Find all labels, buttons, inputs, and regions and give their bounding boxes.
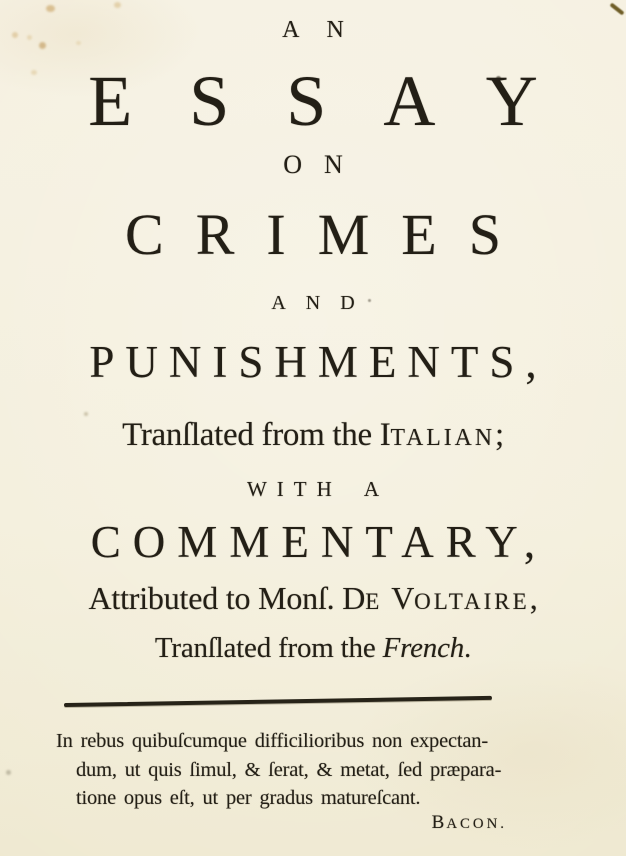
epigraph-line-3: tione opus eſt, ut per gradus matureſcant. bbox=[76, 787, 421, 809]
corner-pen-mark bbox=[609, 2, 624, 15]
subtitle-attributed bbox=[0, 582, 626, 614]
voltaire-initial: V bbox=[391, 580, 415, 616]
epigraph-line-1: In rebus quibuſcumque difficilioribus non expectan- bbox=[56, 730, 488, 752]
french-prefix: Tranſlated from the bbox=[154, 632, 383, 664]
attribution-initial: B bbox=[431, 812, 447, 833]
ink-speck bbox=[6, 770, 11, 775]
horizontal-rule bbox=[64, 696, 492, 707]
subtitle-translated-italian bbox=[0, 419, 626, 452]
italian-smallcaps: TALIAN bbox=[390, 425, 495, 451]
subtitle-with-a: WITH A bbox=[246, 477, 390, 501]
title-line-crimes: CRIMES bbox=[125, 202, 533, 267]
title-line-and: AND bbox=[271, 292, 375, 314]
de-smallcaps: E bbox=[365, 588, 383, 614]
de-initial: D bbox=[342, 580, 366, 616]
voltaire-smallcaps: OLTAIRE bbox=[414, 588, 530, 614]
title-line-essay: ESSAY bbox=[88, 61, 595, 141]
french-suffix: . bbox=[464, 632, 472, 664]
italian-initial: I bbox=[379, 417, 391, 453]
subtitle-suffix: ; bbox=[494, 417, 504, 453]
epigraph-attribution bbox=[0, 813, 507, 832]
subtitle-translated-french bbox=[0, 634, 626, 663]
attribution-smallcaps: ACON. bbox=[446, 816, 507, 832]
foxing-stain bbox=[46, 5, 55, 12]
subtitle-prefix: Tranſlated from the bbox=[122, 417, 380, 453]
foxing-stain bbox=[39, 42, 46, 49]
attributed-suffix: , bbox=[529, 580, 538, 616]
french-word-italic: French bbox=[382, 632, 465, 664]
subtitle-commentary: COMMENTARY, bbox=[90, 517, 548, 567]
foxing-stain bbox=[114, 2, 121, 8]
epigraph-line-2: dum, ut quis ſimul, & ſerat, & metat, ſed præpara- bbox=[76, 758, 502, 781]
epigraph-quote bbox=[56, 727, 516, 813]
attributed-prefix: Attributed to Monſ. bbox=[88, 580, 343, 616]
title-line-punishments: PUNISHMENTS, bbox=[89, 337, 548, 387]
ink-speck bbox=[84, 412, 88, 416]
title-line-on: ON bbox=[283, 150, 365, 179]
title-line-an: AN bbox=[282, 17, 371, 43]
